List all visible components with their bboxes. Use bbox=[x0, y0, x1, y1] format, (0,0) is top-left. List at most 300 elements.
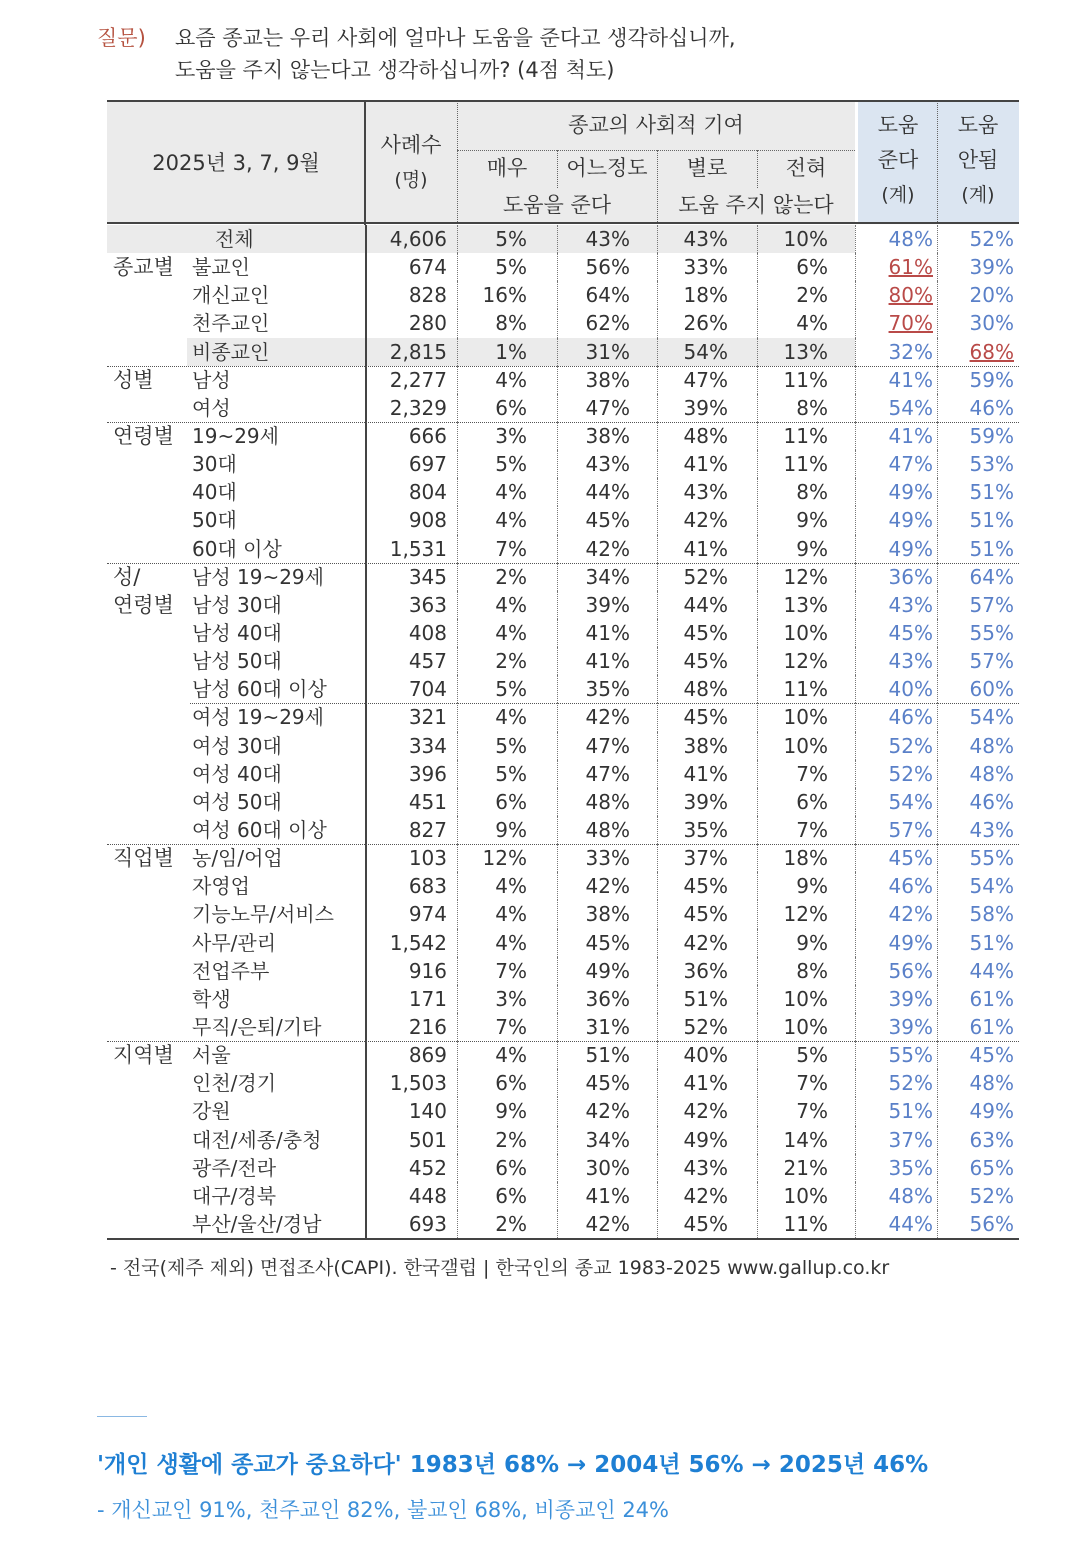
very-helpful-cell: 2% bbox=[457, 1210, 557, 1238]
sample-size-cell: 334 bbox=[365, 732, 457, 760]
very-helpful-cell: 4% bbox=[457, 1041, 557, 1069]
sample-size-cell: 2,815 bbox=[365, 338, 457, 366]
not-at-all-helpful-cell: 13% bbox=[757, 338, 855, 366]
not-much-helpful-cell: 36% bbox=[657, 957, 757, 985]
group-label bbox=[107, 675, 187, 703]
not-at-all-helpful-cell: 9% bbox=[757, 929, 855, 957]
not-at-all-helpful-cell: 10% bbox=[757, 1182, 855, 1210]
group-label: 성/ bbox=[113, 564, 141, 589]
helps-total-cell: 57% bbox=[855, 816, 937, 844]
group-label bbox=[107, 619, 187, 647]
group-label bbox=[107, 535, 187, 563]
table-row bbox=[107, 985, 1019, 1013]
not-much-helpful-cell: 40% bbox=[657, 1041, 757, 1069]
row-label: 무직/은퇴/기타 bbox=[192, 1014, 322, 1039]
not-at-all-helpful-cell: 11% bbox=[757, 675, 855, 703]
not-much-helpful-cell: 37% bbox=[657, 844, 757, 872]
helps-total-cell: 54% bbox=[855, 394, 937, 422]
very-helpful-cell: 5% bbox=[457, 732, 557, 760]
row-label: 50대 bbox=[192, 508, 237, 533]
helps-total-cell: 55% bbox=[855, 1041, 937, 1069]
group-label bbox=[107, 985, 187, 1013]
group-label bbox=[107, 872, 187, 900]
not-at-all-helpful-cell: 14% bbox=[757, 1126, 855, 1154]
not-much-helpful-cell: 52% bbox=[657, 1013, 757, 1041]
helps-total-cell: 49% bbox=[855, 535, 937, 563]
helps-total-cell: 32% bbox=[855, 338, 937, 366]
row-label: 남성 bbox=[192, 367, 231, 392]
somewhat-helpful-cell: 44% bbox=[557, 478, 657, 506]
not-helps-total-cell: 59% bbox=[937, 366, 1019, 394]
row-label: 자영업 bbox=[192, 874, 250, 899]
table-row bbox=[107, 535, 1019, 563]
row-label: 강원 bbox=[192, 1099, 231, 1124]
group-label bbox=[107, 1069, 187, 1097]
table-row bbox=[107, 703, 1019, 731]
not-much-helpful-cell: 42% bbox=[657, 506, 757, 534]
table-row bbox=[107, 1154, 1019, 1182]
row-label: 학생 bbox=[192, 986, 231, 1011]
table-row bbox=[107, 844, 1019, 872]
not-helps-total-cell: 54% bbox=[937, 872, 1019, 900]
not-much-helpful-cell: 41% bbox=[657, 1069, 757, 1097]
row-label: 불교인 bbox=[192, 255, 250, 280]
subgroup-divider bbox=[190, 703, 1019, 704]
not-helps-total-cell: 64% bbox=[937, 563, 1019, 591]
group-label bbox=[107, 647, 187, 675]
not-helps-total-header-line3: (계) bbox=[961, 184, 995, 206]
helps-total-cell: 44% bbox=[855, 1210, 937, 1238]
row-label: 비종교인 bbox=[192, 339, 270, 364]
very-helpful-cell: 4% bbox=[457, 478, 557, 506]
row-label: 천주교인 bbox=[192, 311, 270, 336]
very-helpful-cell: 4% bbox=[457, 872, 557, 900]
sample-size-cell: 828 bbox=[365, 281, 457, 309]
helps-total-cell: 48% bbox=[855, 225, 937, 253]
sample-size-cell: 321 bbox=[365, 703, 457, 731]
question-prefix: 질문) bbox=[97, 26, 146, 50]
not-at-all-helpful-cell: 12% bbox=[757, 647, 855, 675]
very-helpful-cell: 9% bbox=[457, 1097, 557, 1125]
table-row bbox=[107, 450, 1019, 478]
somewhat-helpful-cell: 38% bbox=[557, 422, 657, 450]
very-helpful-cell: 7% bbox=[457, 957, 557, 985]
somewhat-helpful-cell: 41% bbox=[557, 619, 657, 647]
not-helps-total-cell: 63% bbox=[937, 1126, 1019, 1154]
group-label: 종교별 bbox=[113, 255, 174, 280]
group-label bbox=[107, 1182, 187, 1210]
not-much-helpful-cell: 43% bbox=[657, 1154, 757, 1182]
not-much-helpful-cell: 52% bbox=[657, 563, 757, 591]
not-at-all-helpful-cell: 12% bbox=[757, 900, 855, 928]
row-label: 40대 bbox=[192, 480, 237, 505]
not-helps-total-cell: 61% bbox=[937, 1013, 1019, 1041]
table-row bbox=[107, 309, 1019, 337]
helps-total-cell: 43% bbox=[855, 591, 937, 619]
helps-total-cell: 39% bbox=[855, 985, 937, 1013]
not-at-all-helpful-cell: 11% bbox=[757, 366, 855, 394]
not-at-all-helpful-cell: 10% bbox=[757, 619, 855, 647]
not-helps-total-cell: 48% bbox=[937, 732, 1019, 760]
not-at-all-helpful-cell: 8% bbox=[757, 478, 855, 506]
somewhat-helpful-cell: 42% bbox=[557, 535, 657, 563]
very-helpful-cell: 2% bbox=[457, 647, 557, 675]
sample-size-cell: 452 bbox=[365, 1154, 457, 1182]
somewhat-helpful-cell: 41% bbox=[557, 647, 657, 675]
sample-size-cell: 869 bbox=[365, 1041, 457, 1069]
not-helps-total-cell: 52% bbox=[937, 225, 1019, 253]
group-label: 연령별 bbox=[113, 592, 174, 617]
table-row bbox=[107, 1041, 1019, 1069]
sample-size-unit: (명) bbox=[394, 169, 428, 191]
sample-size-cell: 683 bbox=[365, 872, 457, 900]
not-at-all-helpful-cell: 10% bbox=[757, 732, 855, 760]
table-row bbox=[107, 872, 1019, 900]
very-helpful-cell: 3% bbox=[457, 422, 557, 450]
row-label: 여성 19~29세 bbox=[192, 705, 324, 730]
not-much-helpful-cell: 44% bbox=[657, 591, 757, 619]
not-helps-total-cell: 65% bbox=[937, 1154, 1019, 1182]
sample-size-cell: 666 bbox=[365, 422, 457, 450]
sample-size-cell: 4,606 bbox=[365, 225, 457, 253]
helps-total-cell: 52% bbox=[855, 1069, 937, 1097]
row-label: 인천/경기 bbox=[192, 1071, 277, 1096]
not-helps-total-cell: 56% bbox=[937, 1210, 1019, 1238]
not-much-helpful-cell: 48% bbox=[657, 675, 757, 703]
helps-total-cell: 42% bbox=[855, 900, 937, 928]
not-much-helpful-cell: 42% bbox=[657, 1182, 757, 1210]
sample-size-cell: 1,542 bbox=[365, 929, 457, 957]
not-helps-total-cell: 30% bbox=[937, 309, 1019, 337]
sample-size-cell: 345 bbox=[365, 563, 457, 591]
not-helps-total-cell: 58% bbox=[937, 900, 1019, 928]
row-label: 남성 30대 bbox=[192, 592, 282, 617]
not-at-all-helpful-cell: 4% bbox=[757, 309, 855, 337]
sample-size-cell: 1,503 bbox=[365, 1069, 457, 1097]
table-row bbox=[107, 1013, 1019, 1041]
table-row bbox=[107, 788, 1019, 816]
not-much-helpful-cell: 39% bbox=[657, 788, 757, 816]
very-helpful-cell: 5% bbox=[457, 450, 557, 478]
not-at-all-helpful-cell: 6% bbox=[757, 788, 855, 816]
sample-size-cell: 451 bbox=[365, 788, 457, 816]
helps-total-cell: 51% bbox=[855, 1097, 937, 1125]
group-label bbox=[107, 788, 187, 816]
not-at-all-helpful-cell: 8% bbox=[757, 957, 855, 985]
somewhat-helpful-cell: 47% bbox=[557, 760, 657, 788]
not-helps-total-cell: 57% bbox=[937, 591, 1019, 619]
group-label bbox=[107, 1097, 187, 1125]
not-helps-total-cell: 46% bbox=[937, 788, 1019, 816]
helps-total-cell: 37% bbox=[855, 1126, 937, 1154]
somewhat-helpful-cell: 56% bbox=[557, 253, 657, 281]
row-label: 서울 bbox=[192, 1043, 231, 1068]
helps-total-cell: 47% bbox=[855, 450, 937, 478]
somewhat-helpful-cell: 42% bbox=[557, 872, 657, 900]
somewhat-helpful-cell: 34% bbox=[557, 1126, 657, 1154]
row-label: 여성 40대 bbox=[192, 761, 282, 786]
row-label: 여성 60대 이상 bbox=[192, 817, 327, 842]
helps-total-cell: 52% bbox=[855, 732, 937, 760]
not-much-helpful-cell: 43% bbox=[657, 478, 757, 506]
sample-size-cell: 674 bbox=[365, 253, 457, 281]
group-label bbox=[107, 760, 187, 788]
group-divider bbox=[107, 366, 1019, 367]
helps-total-cell: 70% bbox=[855, 309, 937, 337]
very-helpful-cell: 3% bbox=[457, 985, 557, 1013]
sample-size-cell: 363 bbox=[365, 591, 457, 619]
helps-total-cell: 61% bbox=[855, 253, 937, 281]
not-much-helpful-cell: 45% bbox=[657, 619, 757, 647]
helps-total-cell: 56% bbox=[855, 957, 937, 985]
helps-total-cell: 46% bbox=[855, 703, 937, 731]
not-at-all-helpful-cell: 6% bbox=[757, 253, 855, 281]
not-much-helpful-cell: 39% bbox=[657, 394, 757, 422]
not-helps-total-cell: 53% bbox=[937, 450, 1019, 478]
very-helpful-cell: 6% bbox=[457, 1069, 557, 1097]
helps-total-cell: 52% bbox=[855, 760, 937, 788]
sample-size-cell: 408 bbox=[365, 619, 457, 647]
row-label: 전체 bbox=[215, 227, 254, 251]
not-helps-total-cell: 51% bbox=[937, 478, 1019, 506]
very-helpful-header: 매우 bbox=[486, 156, 528, 180]
very-helpful-cell: 6% bbox=[457, 788, 557, 816]
table-row bbox=[107, 647, 1019, 675]
very-helpful-cell: 8% bbox=[457, 309, 557, 337]
not-at-all-helpful-cell: 21% bbox=[757, 1154, 855, 1182]
table-row bbox=[107, 1182, 1019, 1210]
row-label: 사무/관리 bbox=[192, 930, 277, 955]
row-label: 60대 이상 bbox=[192, 536, 282, 561]
group-label bbox=[107, 1210, 187, 1238]
helps-total-header-line1: 도움 bbox=[877, 113, 919, 137]
group-divider bbox=[107, 563, 1019, 564]
not-helps-total-cell: 54% bbox=[937, 703, 1019, 731]
very-helpful-cell: 5% bbox=[457, 253, 557, 281]
not-much-helpful-cell: 26% bbox=[657, 309, 757, 337]
table-row bbox=[107, 1210, 1019, 1238]
very-helpful-cell: 6% bbox=[457, 1154, 557, 1182]
row-label: 전업주부 bbox=[192, 958, 270, 983]
table-row bbox=[107, 675, 1019, 703]
sample-size-cell: 103 bbox=[365, 844, 457, 872]
not-helps-total-cell: 46% bbox=[937, 394, 1019, 422]
not-helps-total-cell: 44% bbox=[937, 957, 1019, 985]
group-divider bbox=[107, 844, 1019, 845]
table-row bbox=[107, 760, 1019, 788]
not-much-helpful-cell: 38% bbox=[657, 732, 757, 760]
very-helpful-cell: 2% bbox=[457, 563, 557, 591]
row-label: 개신교인 bbox=[192, 283, 270, 308]
very-helpful-cell: 4% bbox=[457, 366, 557, 394]
table-row bbox=[107, 1097, 1019, 1125]
helps-total-cell: 49% bbox=[855, 478, 937, 506]
somewhat-helpful-cell: 39% bbox=[557, 591, 657, 619]
group-label bbox=[107, 957, 187, 985]
helps-total-cell: 41% bbox=[855, 366, 937, 394]
not-at-all-helpful-cell: 10% bbox=[757, 1013, 855, 1041]
row-label: 여성 50대 bbox=[192, 789, 282, 814]
not-helps-total-cell: 49% bbox=[937, 1097, 1019, 1125]
not-helps-total-header-line2: 안됨 bbox=[957, 148, 999, 172]
table-row bbox=[107, 338, 1019, 366]
not-at-all-helpful-cell: 9% bbox=[757, 872, 855, 900]
row-label: 여성 30대 bbox=[192, 733, 282, 758]
somewhat-helpful-cell: 45% bbox=[557, 1069, 657, 1097]
not-much-helpful-cell: 49% bbox=[657, 1126, 757, 1154]
row-label: 19~29세 bbox=[192, 423, 279, 448]
sample-size-cell: 697 bbox=[365, 450, 457, 478]
very-helpful-cell: 4% bbox=[457, 591, 557, 619]
helps-total-cell: 45% bbox=[855, 844, 937, 872]
somewhat-helpful-cell: 43% bbox=[557, 225, 657, 253]
sample-size-cell: 501 bbox=[365, 1126, 457, 1154]
table-row bbox=[107, 281, 1019, 309]
row-label: 남성 60대 이상 bbox=[192, 677, 327, 702]
sample-size-cell: 804 bbox=[365, 478, 457, 506]
not-at-all-helpful-cell: 9% bbox=[757, 506, 855, 534]
very-helpful-cell: 2% bbox=[457, 1126, 557, 1154]
helps-total-header-line2: 준다 bbox=[877, 148, 919, 172]
table-row bbox=[107, 732, 1019, 760]
somewhat-helpful-cell: 48% bbox=[557, 788, 657, 816]
row-label: 30대 bbox=[192, 452, 237, 477]
not-at-all-helpful-cell: 11% bbox=[757, 422, 855, 450]
group-label bbox=[107, 478, 187, 506]
not-at-all-helpful-cell: 9% bbox=[757, 535, 855, 563]
table-row bbox=[107, 225, 1019, 253]
somewhat-helpful-cell: 38% bbox=[557, 900, 657, 928]
row-label: 남성 50대 bbox=[192, 649, 282, 674]
not-much-helpful-cell: 41% bbox=[657, 450, 757, 478]
not-much-helpful-cell: 45% bbox=[657, 900, 757, 928]
not-at-all-helpful-cell: 7% bbox=[757, 1097, 855, 1125]
very-helpful-cell: 5% bbox=[457, 675, 557, 703]
group-label bbox=[107, 394, 187, 422]
helps-total-cell: 45% bbox=[855, 619, 937, 647]
group-label bbox=[107, 338, 187, 366]
helps-total-cell: 49% bbox=[855, 506, 937, 534]
table-row bbox=[107, 929, 1019, 957]
not-much-helpful-cell: 41% bbox=[657, 535, 757, 563]
not-at-all-helpful-cell: 11% bbox=[757, 1210, 855, 1238]
somewhat-helpful-cell: 38% bbox=[557, 366, 657, 394]
somewhat-helpful-header: 어느정도 bbox=[566, 156, 648, 180]
helps-total-cell: 43% bbox=[855, 647, 937, 675]
group-divider bbox=[107, 1041, 1019, 1042]
sample-size-cell: 827 bbox=[365, 816, 457, 844]
not-helpful-side-header: 도움 주지 않는다 bbox=[678, 193, 834, 217]
helps-total-cell: 41% bbox=[855, 422, 937, 450]
not-at-all-helpful-cell: 7% bbox=[757, 816, 855, 844]
group-label bbox=[107, 450, 187, 478]
not-much-helpful-cell: 43% bbox=[657, 225, 757, 253]
table-row bbox=[107, 1126, 1019, 1154]
not-much-helpful-cell: 18% bbox=[657, 281, 757, 309]
sample-size-header: 사례수 bbox=[380, 133, 442, 157]
table-row bbox=[107, 816, 1019, 844]
sample-size-cell: 1,531 bbox=[365, 535, 457, 563]
not-helps-total-header-line1: 도움 bbox=[957, 113, 999, 137]
not-at-all-helpful-cell: 2% bbox=[757, 281, 855, 309]
not-helps-total-cell: 59% bbox=[937, 422, 1019, 450]
sample-size-cell: 457 bbox=[365, 647, 457, 675]
not-helps-total-cell: 48% bbox=[937, 760, 1019, 788]
somewhat-helpful-cell: 45% bbox=[557, 506, 657, 534]
group-label: 직업별 bbox=[113, 846, 174, 871]
somewhat-helpful-cell: 47% bbox=[557, 394, 657, 422]
very-helpful-cell: 7% bbox=[457, 535, 557, 563]
somewhat-helpful-cell: 31% bbox=[557, 338, 657, 366]
not-at-all-helpful-cell: 7% bbox=[757, 1069, 855, 1097]
group-label bbox=[107, 816, 187, 844]
not-at-all-helpful-cell: 18% bbox=[757, 844, 855, 872]
not-helps-total-cell: 51% bbox=[937, 929, 1019, 957]
social-contribution-header: 종교의 사회적 기여 bbox=[568, 113, 744, 137]
not-much-helpful-cell: 48% bbox=[657, 422, 757, 450]
table-row bbox=[107, 422, 1019, 450]
group-label: 연령별 bbox=[113, 423, 174, 448]
not-helps-total-cell: 39% bbox=[937, 253, 1019, 281]
very-helpful-cell: 6% bbox=[457, 1182, 557, 1210]
table-row bbox=[107, 957, 1019, 985]
very-helpful-cell: 16% bbox=[457, 281, 557, 309]
not-at-all-helpful-header: 전혀 bbox=[785, 156, 827, 180]
somewhat-helpful-cell: 41% bbox=[557, 1182, 657, 1210]
not-much-helpful-cell: 47% bbox=[657, 366, 757, 394]
somewhat-helpful-cell: 42% bbox=[557, 1210, 657, 1238]
somewhat-helpful-cell: 42% bbox=[557, 1097, 657, 1125]
not-helps-total-cell: 43% bbox=[937, 816, 1019, 844]
group-label: 지역별 bbox=[113, 1043, 174, 1068]
table-row bbox=[107, 563, 1019, 591]
not-much-helpful-header: 별로 bbox=[686, 156, 728, 180]
table-bottom-border bbox=[107, 1238, 1019, 1240]
not-much-helpful-cell: 45% bbox=[657, 1210, 757, 1238]
group-label: 성별 bbox=[113, 367, 154, 392]
sample-size-cell: 908 bbox=[365, 506, 457, 534]
row-label: 농/임/어업 bbox=[192, 846, 283, 871]
not-helps-total-cell: 55% bbox=[937, 619, 1019, 647]
group-label bbox=[107, 506, 187, 534]
not-at-all-helpful-cell: 5% bbox=[757, 1041, 855, 1069]
not-helps-total-cell: 20% bbox=[937, 281, 1019, 309]
sample-size-cell: 693 bbox=[365, 1210, 457, 1238]
header-column-divider bbox=[657, 150, 658, 222]
somewhat-helpful-cell: 36% bbox=[557, 985, 657, 1013]
somewhat-helpful-cell: 42% bbox=[557, 703, 657, 731]
row-label: 대구/경북 bbox=[192, 1183, 277, 1208]
group-label bbox=[107, 1154, 187, 1182]
not-helps-total-cell: 55% bbox=[937, 844, 1019, 872]
not-helps-total-cell: 68% bbox=[937, 338, 1019, 366]
very-helpful-cell: 9% bbox=[457, 816, 557, 844]
sample-size-cell: 140 bbox=[365, 1097, 457, 1125]
question-line-2: 도움을 주지 않는다고 생각하십니까? (4점 척도) bbox=[175, 58, 615, 82]
row-label: 여성 bbox=[192, 395, 231, 420]
very-helpful-cell: 4% bbox=[457, 703, 557, 731]
group-label bbox=[107, 929, 187, 957]
sample-size-cell: 2,329 bbox=[365, 394, 457, 422]
group-label bbox=[107, 309, 187, 337]
header-column-divider bbox=[557, 150, 558, 188]
row-label: 광주/전라 bbox=[192, 1155, 277, 1180]
helps-total-cell: 49% bbox=[855, 929, 937, 957]
helps-total-cell: 54% bbox=[855, 788, 937, 816]
header-group-divider bbox=[457, 150, 855, 151]
not-helps-total-cell: 60% bbox=[937, 675, 1019, 703]
not-helps-total-cell: 51% bbox=[937, 506, 1019, 534]
